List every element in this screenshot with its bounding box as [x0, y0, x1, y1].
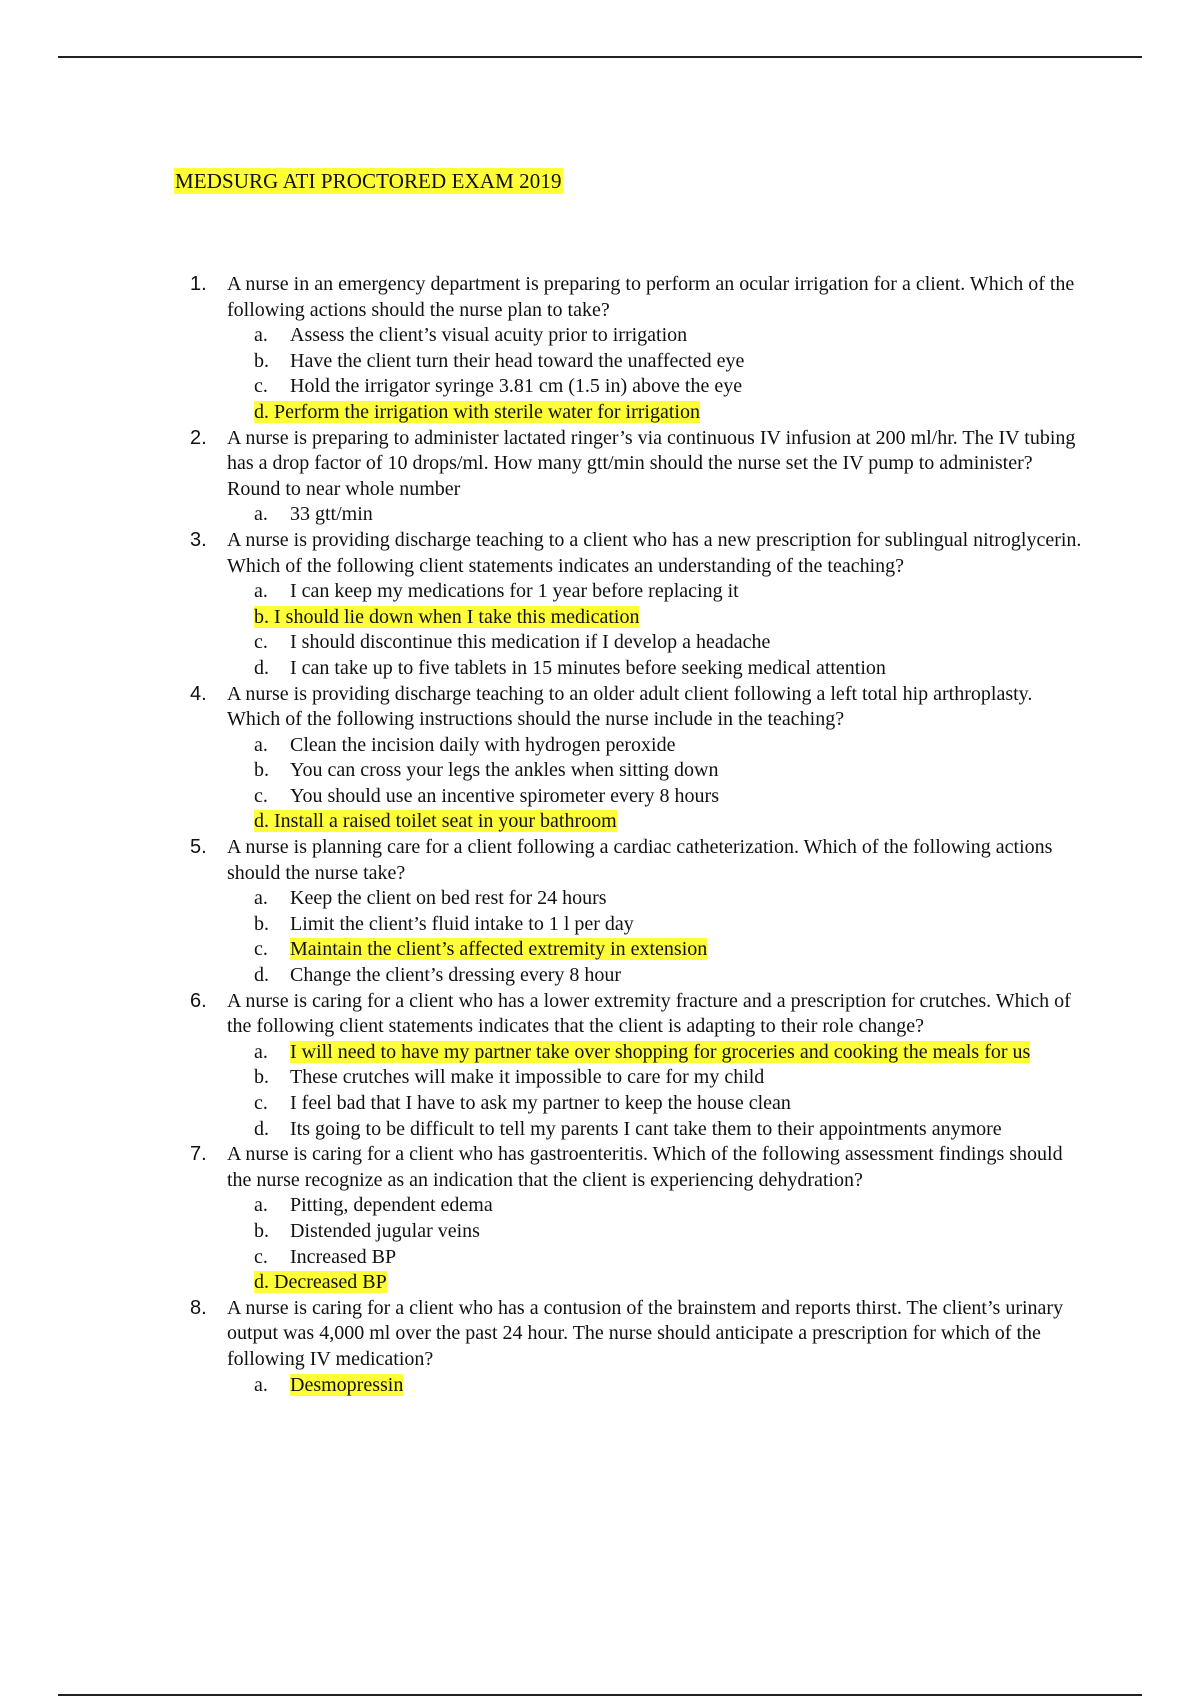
- question-item: [0, 1142, 1200, 1296]
- option-text-wrap: [254, 1270, 1014, 1296]
- answer-option: [0, 656, 1200, 682]
- option-letter: b.: [254, 912, 269, 935]
- question-text: A nurse is caring for a client who has gastroenteritis. Which of the following assessment findings should the nurse recognize as an indication that the client is experiencing dehydration?: [227, 1143, 1063, 1191]
- answer-option: [0, 1091, 1200, 1117]
- option-text-wrap: [290, 1091, 1050, 1117]
- option-text-wrap: [290, 758, 1050, 784]
- answer-option: [0, 1373, 1200, 1399]
- option-letter: d.: [254, 656, 269, 679]
- option-text: I should discontinue this medication if I develop a headache: [290, 631, 771, 654]
- answer-option: [0, 323, 1200, 349]
- answer-option: [0, 1117, 1200, 1143]
- question-number: 1.: [190, 273, 207, 295]
- question-text: A nurse in an emergency department is preparing to perform an ocular irrigation for a client. Which of the following actions should the nurse plan to take?: [227, 273, 1075, 321]
- option-text-wrap: [290, 733, 1050, 759]
- option-text: Assess the client’s visual acuity prior to irrigation: [290, 324, 688, 347]
- document-title: MEDSURG ATI PROCTORED EXAM 2019: [175, 169, 562, 193]
- question-item: [0, 528, 1200, 682]
- option-text-wrap: [290, 784, 1050, 810]
- option-text-wrap: [254, 400, 1014, 426]
- option-text-wrap: [290, 349, 1050, 375]
- answer-options: [0, 502, 1200, 528]
- answer-option: [0, 809, 1200, 835]
- question-number: 6.: [190, 989, 207, 1012]
- question-item: [0, 989, 1200, 1143]
- option-letter: b.: [254, 1066, 269, 1089]
- option-text: Have the client turn their head toward the unaffected eye: [290, 349, 745, 372]
- option-text: Change the client’s dressing every 8 hour: [290, 964, 622, 987]
- answer-option: [0, 1245, 1200, 1271]
- option-letter: a.: [254, 1040, 268, 1063]
- option-text: I can take up to five tablets in 15 minutes before seeking medical attention: [290, 656, 886, 679]
- option-text-wrap: [254, 605, 1014, 631]
- option-text: Hold the irrigator syringe 3.81 cm (1.5 in) above the eye: [290, 375, 743, 398]
- option-text: These crutches will make it impossible to care for my child: [290, 1066, 765, 1089]
- question-number: 4.: [190, 682, 207, 705]
- highlighted-answer: d. Decreased BP: [254, 1271, 387, 1294]
- question-item: [0, 835, 1200, 989]
- question-text: A nurse is providing discharge teaching to a client who has a new prescription for sublingual nitroglycerin. Which of the following client statements indicates an understanding of the teaching?: [227, 528, 1082, 577]
- answer-options: [0, 323, 1200, 425]
- highlighted-answer: b. I should lie down when I take this medication: [254, 605, 640, 628]
- answer-options: [0, 733, 1200, 835]
- question-item: [0, 426, 1200, 528]
- option-text-wrap: [290, 912, 1050, 938]
- option-text-wrap: [290, 1373, 1050, 1399]
- option-text-wrap: [290, 1065, 1050, 1091]
- option-text: Its going to be difficult to tell my parents I cant take them to their appointments anymore: [290, 1117, 1002, 1140]
- answer-option: [0, 1219, 1200, 1245]
- option-letter: b.: [254, 1219, 269, 1242]
- answer-option: [0, 1270, 1200, 1296]
- question-item: [0, 682, 1200, 836]
- option-text-wrap: [290, 937, 1050, 963]
- top-rule: [58, 56, 1142, 58]
- option-text: Distended jugular veins: [290, 1219, 480, 1242]
- answer-option: [0, 784, 1200, 810]
- option-letter: d.: [254, 964, 269, 987]
- question-text: A nurse is planning care for a client following a cardiac catheterization. Which of the following actions should the nurse take?: [227, 836, 1053, 884]
- option-text-wrap: [290, 963, 1050, 989]
- answer-option: [0, 963, 1200, 989]
- option-text-wrap: [290, 656, 1050, 682]
- answer-option: [0, 349, 1200, 375]
- answer-option: [0, 579, 1200, 605]
- question-number: 8.: [190, 1296, 207, 1319]
- option-letter: a.: [254, 887, 268, 910]
- highlighted-answer: d. Perform the irrigation with sterile water for irrigation: [254, 400, 700, 423]
- option-letter: a.: [254, 324, 268, 347]
- answer-option: [0, 912, 1200, 938]
- highlighted-answer: Maintain the client’s affected extremity in extension: [290, 938, 708, 961]
- option-letter: d.: [254, 1117, 269, 1140]
- answer-option: [0, 374, 1200, 400]
- option-text: Keep the client on bed rest for 24 hours: [290, 887, 607, 910]
- answer-option: [0, 937, 1200, 963]
- answer-options: [0, 1040, 1200, 1142]
- answer-options: [0, 1373, 1200, 1399]
- option-text: I feel bad that I have to ask my partner to keep the house clean: [290, 1092, 791, 1114]
- question-number: 7.: [190, 1143, 207, 1166]
- option-letter: a.: [254, 1194, 268, 1217]
- option-letter: a.: [254, 1373, 268, 1396]
- answer-option: [0, 630, 1200, 656]
- answer-option: [0, 1065, 1200, 1091]
- question-item: [0, 1296, 1200, 1398]
- answer-options: [0, 579, 1200, 681]
- option-text-wrap: [290, 374, 1050, 400]
- option-text: Pitting, dependent edema: [290, 1194, 493, 1217]
- question-number: 5.: [190, 836, 207, 859]
- question-text: A nurse is caring for a client who has a lower extremity fracture and a prescription for crutches. Which of the following client statements indicates that the client is adapting to their role change?: [227, 989, 1071, 1038]
- option-text-wrap: [290, 1193, 1050, 1219]
- question-text: A nurse is providing discharge teaching to an older adult client following a left total hip arthroplasty. Which of the following instructions should the nurse include in the teaching?: [227, 682, 1033, 731]
- option-letter: c.: [254, 784, 268, 807]
- option-text-wrap: [290, 886, 1050, 912]
- option-text-wrap: [290, 1245, 1050, 1271]
- option-letter: a.: [254, 503, 268, 526]
- option-text: You should use an incentive spirometer every 8 hours: [290, 784, 720, 807]
- answer-option: [0, 733, 1200, 759]
- option-text: Clean the incision daily with hydrogen peroxide: [290, 733, 676, 756]
- question-text: A nurse is preparing to administer lactated ringer’s via continuous IV infusion at 200 ml/hr. The IV tubing has a drop factor of 10 drops/ml. How many gtt/min should the nurse set the IV pump to administer? Round to near whole number: [227, 426, 1076, 500]
- answer-option: [0, 400, 1200, 426]
- option-letter: c.: [254, 375, 268, 398]
- answer-options: [0, 886, 1200, 988]
- option-letter: a.: [254, 580, 268, 603]
- question-item: [0, 272, 1200, 426]
- highlighted-answer: Desmopressin: [290, 1373, 404, 1396]
- question-text: A nurse is caring for a client who has a contusion of the brainstem and reports thirst. The client’s urinary output was 4,000 ml over the past 24 hour. The nurse should anticipate a prescription for which of the following IV medication?: [227, 1296, 1064, 1370]
- question-list: [0, 272, 1200, 1398]
- answer-option: [0, 502, 1200, 528]
- option-text-wrap: [290, 502, 1050, 528]
- question-number: 2.: [190, 426, 207, 449]
- option-text-wrap: [254, 809, 1014, 835]
- option-text: Limit the client’s fluid intake to 1 l per day: [290, 912, 634, 935]
- option-letter: c.: [254, 631, 268, 654]
- option-text: Increased BP: [290, 1245, 397, 1268]
- bottom-rule: [58, 1694, 1142, 1696]
- answer-option: [0, 886, 1200, 912]
- option-letter: c.: [254, 1245, 268, 1268]
- option-letter: a.: [254, 733, 268, 756]
- option-letter: b.: [254, 759, 269, 782]
- option-text: 33 gtt/min: [290, 503, 373, 526]
- option-text-wrap: [290, 579, 1050, 605]
- question-number: 3.: [190, 528, 207, 551]
- option-letter: c.: [254, 1092, 268, 1114]
- option-text-wrap: [290, 1040, 1050, 1066]
- option-text-wrap: [290, 1219, 1050, 1245]
- option-text: You can cross your legs the ankles when sitting down: [290, 759, 719, 782]
- option-text-wrap: [290, 630, 1050, 656]
- option-text: I can keep my medications for 1 year before replacing it: [290, 580, 739, 603]
- answer-option: [0, 758, 1200, 784]
- option-text-wrap: [290, 323, 1050, 349]
- highlighted-answer: d. Install a raised toilet seat in your bathroom: [254, 810, 617, 833]
- highlighted-answer: I will need to have my partner take over shopping for groceries and cooking the meals for us: [290, 1040, 1031, 1063]
- answer-option: [0, 1040, 1200, 1066]
- answer-option: [0, 1193, 1200, 1219]
- answer-option: [0, 605, 1200, 631]
- option-letter: c.: [254, 938, 268, 961]
- answer-options: [0, 1193, 1200, 1295]
- option-letter: b.: [254, 349, 269, 372]
- option-text-wrap: [290, 1117, 1050, 1143]
